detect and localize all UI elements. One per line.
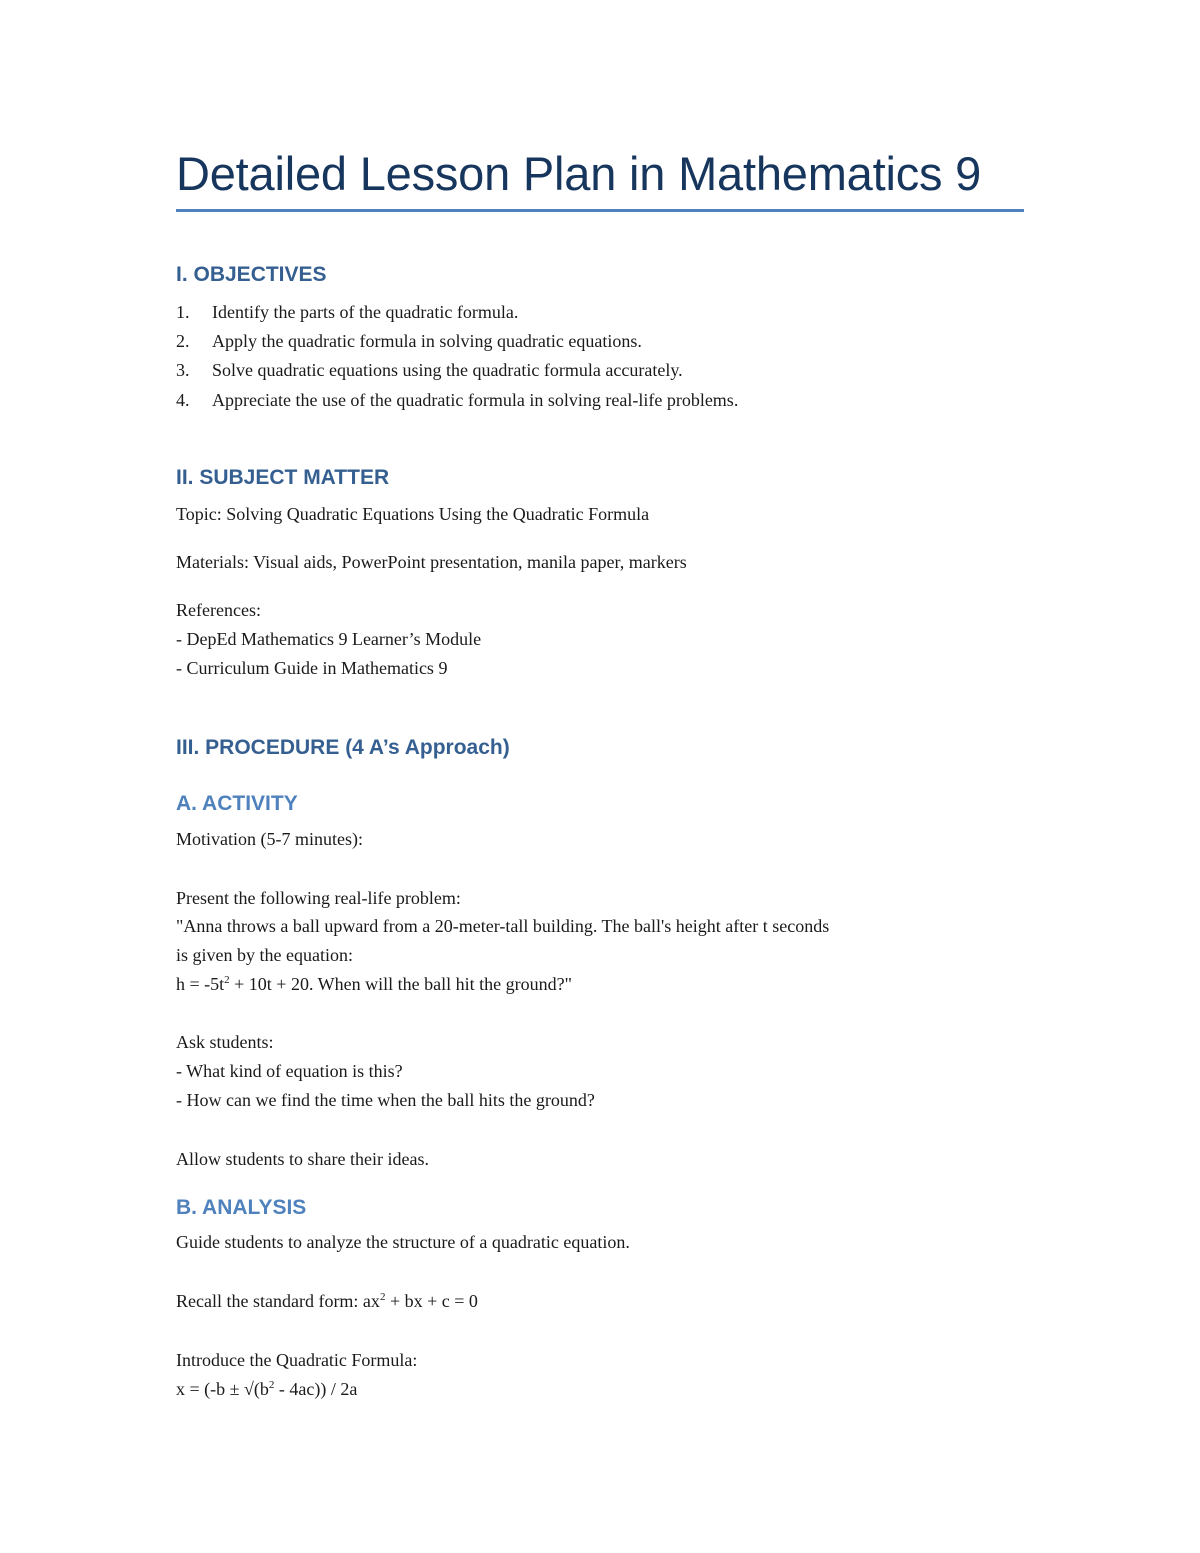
equation-end: + 10t + 20. When will the ball hit the ground?" — [229, 974, 572, 994]
formula-exponent: 2 — [268, 1379, 275, 1391]
reference-item: - DepEd Mathematics 9 Learner’s Module — [176, 629, 482, 649]
objective-number: 2. — [176, 331, 190, 351]
objective-text: Appreciate the use of the quadratic formula in solving real-life problems. — [212, 390, 739, 410]
standard-form-start: Recall the standard form: ax — [176, 1291, 380, 1311]
question-item: - What kind of equation is this? — [176, 1061, 403, 1081]
problem-equation — [176, 970, 572, 999]
objective-item-3 — [176, 356, 683, 385]
objective-text: Identify the parts of the quadratic formula. — [212, 302, 519, 322]
objective-number: 3. — [176, 360, 190, 380]
formula-start: x = (-b ± √(b — [176, 1379, 269, 1399]
objective-item-4 — [176, 386, 738, 415]
subject-matter-heading: II. SUBJECT MATTER — [176, 466, 390, 489]
objective-number: 1. — [176, 302, 190, 322]
quadratic-formula — [176, 1375, 357, 1404]
references-label: References: — [176, 600, 261, 620]
topic-line: Topic: Solving Quadratic Equations Using the Quadratic Formula — [176, 504, 650, 524]
question-item: - How can we find the time when the ball hits the ground? — [176, 1090, 595, 1110]
ask-line: Ask students: — [176, 1032, 274, 1052]
allow-line: Allow students to share their ideas. — [176, 1149, 429, 1169]
introduce-line: Introduce the Quadratic Formula: — [176, 1350, 418, 1370]
standard-form-line — [176, 1287, 478, 1316]
standard-form-end: + bx + c = 0 — [385, 1291, 478, 1311]
materials-line: Materials: Visual aids, PowerPoint presentation, manila paper, markers — [176, 552, 687, 572]
objective-text: Solve quadratic equations using the quadratic formula accurately. — [212, 360, 683, 380]
motivation-line: Motivation (5-7 minutes): — [176, 829, 363, 849]
equation-start: h = -5t — [176, 974, 225, 994]
problem-line-1: "Anna throws a ball upward from a 20-meter-tall building. The ball's height after t seconds — [176, 916, 830, 936]
equation-exponent: 2 — [224, 974, 230, 986]
title-underline — [176, 209, 1024, 212]
reference-item: - Curriculum Guide in Mathematics 9 — [176, 658, 448, 678]
analysis-heading: B. ANALYSIS — [176, 1196, 307, 1219]
problem-line-2: is given by the equation: — [176, 945, 353, 965]
objective-number: 4. — [176, 390, 190, 410]
activity-heading: A. ACTIVITY — [176, 792, 298, 815]
document-title: Detailed Lesson Plan in Mathematics 9 — [176, 147, 982, 200]
procedure-heading: III. PROCEDURE (4 A’s Approach) — [176, 736, 510, 759]
formula-end: - 4ac)) / 2a — [274, 1379, 358, 1399]
standard-form-exponent: 2 — [379, 1291, 386, 1303]
present-line: Present the following real-life problem: — [176, 888, 461, 908]
objectives-heading: I. OBJECTIVES — [176, 263, 327, 286]
guide-line: Guide students to analyze the structure of a quadratic equation. — [176, 1232, 630, 1252]
objective-text: Apply the quadratic formula in solving quadratic equations. — [212, 331, 642, 351]
objective-item-2 — [176, 327, 642, 356]
objective-item-1 — [176, 298, 518, 327]
